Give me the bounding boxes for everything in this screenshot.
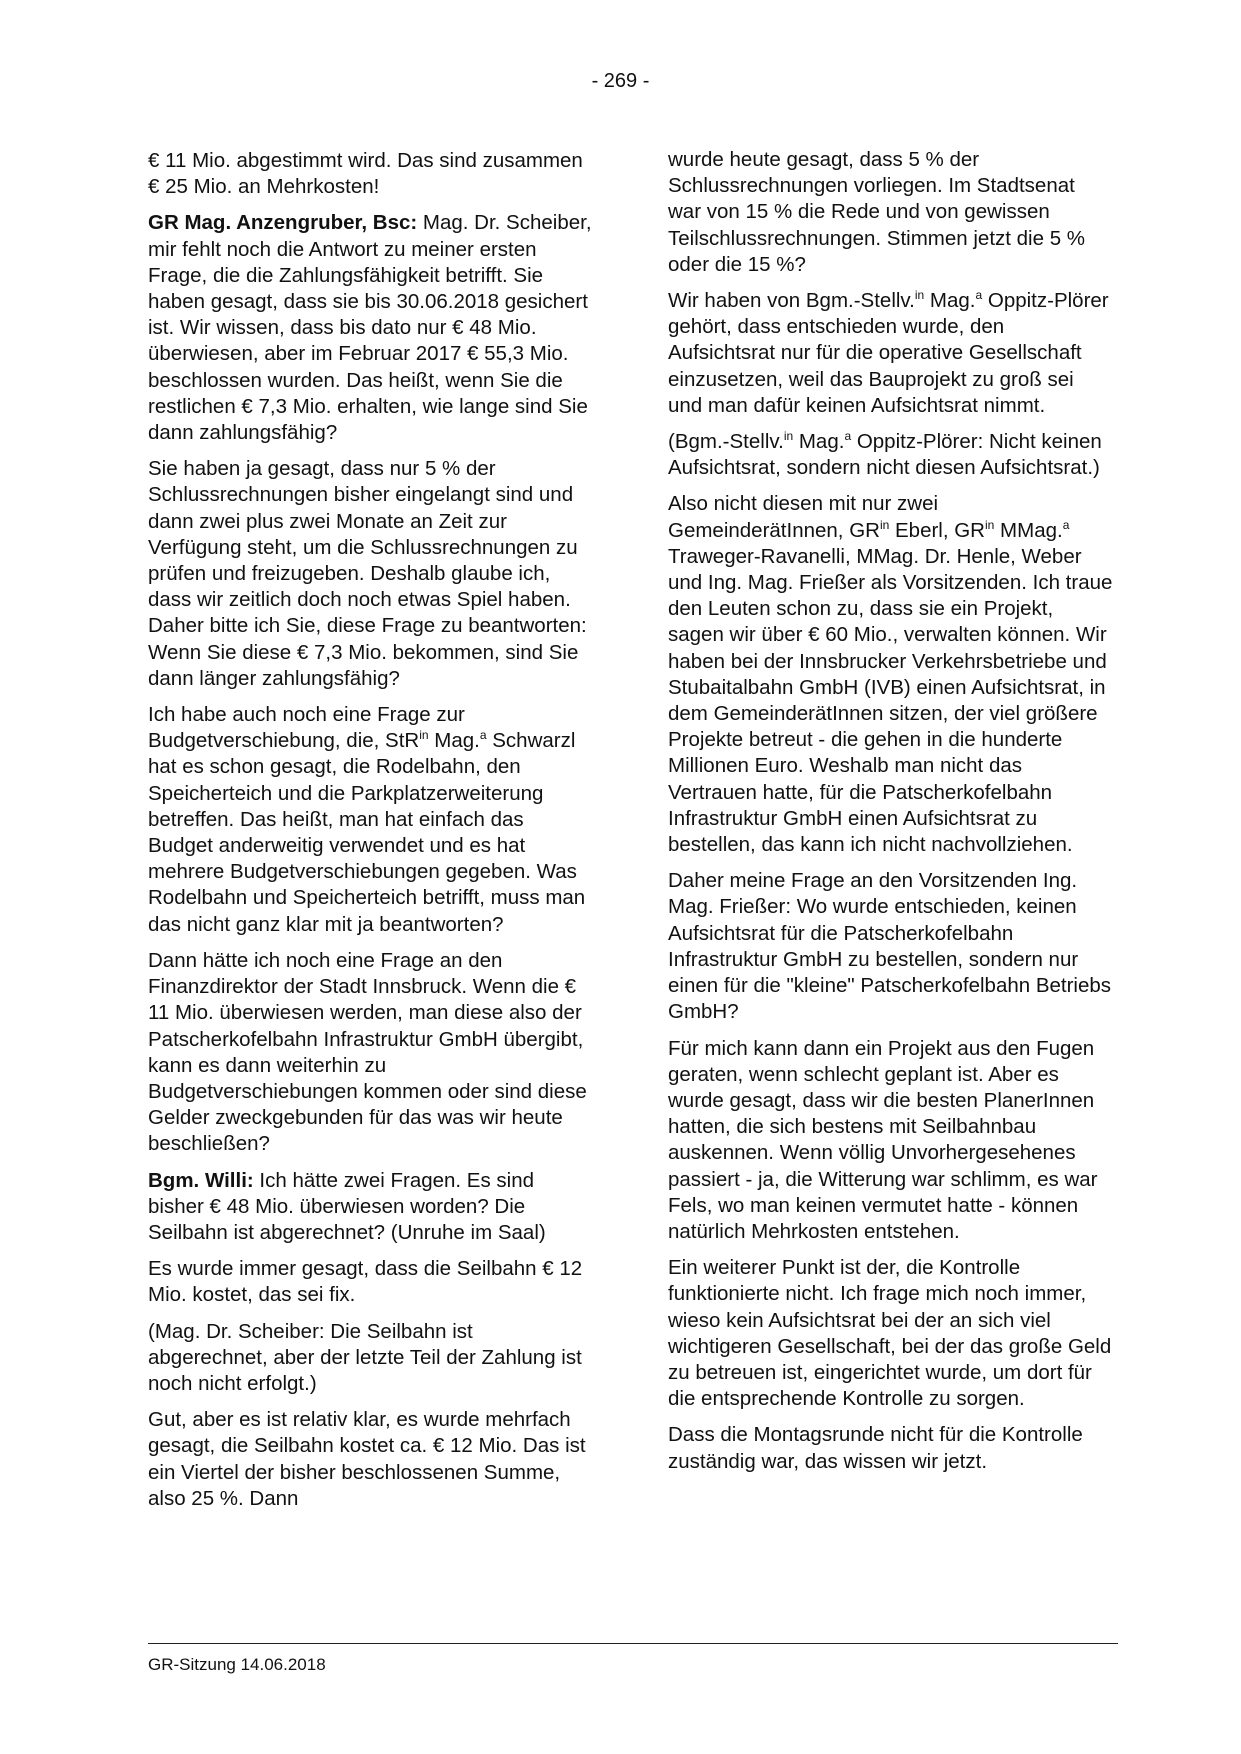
superscript: in: [985, 517, 995, 532]
paragraph: [148, 1168, 593, 1247]
paragraph: (Mag. Dr. Scheiber: Die Seilbahn ist abgerechnet, aber der letzte Teil der Zahlung ist noch nicht erfolgt.): [148, 1319, 582, 1395]
footer-label: GR-Sitzung 14.06.2018: [148, 1655, 326, 1674]
text-run: Oppitz-Plörer: Nicht keinen Aufsichtsrat, sondern nicht diesen Aufsichtsrat.): [668, 430, 1102, 480]
text-run: Schwarzl hat es schon gesagt, die Rodelbahn, den Speicherteich und die Parkplatzerweiterung betreffen. Das heißt, man hat einfach das Budget anderweitig verwendet und es hat mehrere Budgetverschiebungen gegeben. Was Rodelbahn und Speicherteich betrifft, muss man das nicht ganz klar mit ja beantworten?: [148, 729, 586, 936]
paragraph: Es wurde immer gesagt, dass die Seilbahn € 12 Mio. kostet, das sei fix.: [148, 1257, 583, 1307]
paragraph: Daher meine Frage an den Vorsitzenden Ing. Mag. Frießer: Wo wurde entschieden, keinen Aufsichtsrat für die Patscherkofelbahn Infrastruktur GmbH zu bestellen, sondern nur einen für die "kleine" Patscherkofelbahn Betriebs GmbH?: [668, 869, 1112, 1024]
superscript: a: [844, 429, 852, 444]
text-run: MMag.: [994, 518, 1063, 542]
paragraph: Für mich kann dann ein Projekt aus den Fugen geraten, wenn schlecht geplant ist. Aber es wurde gesagt, dass wir die besten PlanerInnen hatten, die sich bestens mit Seilbahnbau auskennen. Wenn völlig Unvorhergesehenes passiert - ja, die Witterung war schlimm, es war Fels, wo man keinen vermutet hatte - können natürlich Mehrkosten entstehen.: [668, 1036, 1098, 1243]
text-run: Mag.: [924, 289, 976, 313]
paragraph: [668, 429, 1113, 481]
paragraph: Dass die Montagsrunde nicht für die Kontrolle zuständig war, das wissen wir jetzt.: [668, 1423, 1083, 1473]
right-column: [668, 147, 1113, 1485]
paragraph-text: Mag. Dr. Scheiber, mir fehlt noch die Antwort zu meiner ersten Frage, die die Zahlungsfähigkeit betrifft. Sie haben gesagt, dass sie bis 30.06.2018 gesichert ist. Wir wissen, dass bis dato nur € 48 Mio. überwiesen, aber im Februar 2017 € 55,3 Mio. beschlossen wurden. Das heißt, wenn Sie die restlichen € 7,3 Mio. erhalten, wie lange sind Sie dann zahlungsfähig?: [148, 211, 592, 445]
page-number: - 269 -: [591, 70, 650, 92]
superscript: in: [879, 517, 890, 532]
paragraph: [668, 288, 1113, 419]
superscript: in: [783, 429, 794, 444]
superscript: in: [419, 728, 429, 743]
paragraph: € 11 Mio. abgestimmt wird. Das sind zusammen € 25 Mio. an Mehrkosten!: [148, 149, 583, 199]
superscript: a: [1062, 517, 1070, 532]
footer-divider: [148, 1643, 1118, 1644]
paragraph: Dann hätte ich noch eine Frage an den Finanzdirektor der Stadt Innsbruck. Wenn die € 11 Mio. überwiesen werden, man diese also der Patscherkofelbahn Infrastruktur GmbH übergibt, kann es dann weiterhin zu Budgetverschiebungen kommen oder sind diese Gelder zweckgebunden für das was wir heute beschließen?: [148, 948, 587, 1156]
left-column: [148, 148, 593, 1522]
paragraph-text: Ich hätte zwei Fragen. Es sind bisher € 48 Mio. überwiesen worden? Die Seilbahn ist abgerechnet? (Unruhe im Saal): [148, 1168, 546, 1244]
paragraph: wurde heute gesagt, dass 5 % der Schlussrechnungen vorliegen. Im Stadtsenat war von 15 % die Rede und von gewissen Teilschlussrechnungen. Stimmen jetzt die 5 % oder die 15 %?: [668, 148, 1086, 276]
paragraph: [668, 491, 1113, 858]
text-run: Oppitz-Plörer gehört, dass entschieden wurde, den Aufsichtsrat nur für die operative Gesellschaft einzusetzen, weil das Bauprojekt zu groß sei und man dafür keinen Aufsichtsrat nimmt.: [668, 289, 1109, 417]
text-run: Traweger-Ravanelli, MMag. Dr. Henle, Weber und Ing. Mag. Frießer als Vorsitzenden. Ich traue den Leuten schon zu, dass sie ein Projekt, sagen wir über € 60 Mio., verwalten können. Wir haben bei der Innsbrucker Verkehrsbetriebe und Stubaitalbahn GmbH (IVB) einen Aufsichtsrat, in dem GemeinderätInnen sitzen, der viel größere Projekte betreut - die gehen in die hunderte Millionen Euro. Weshalb man nicht das Vertrauen hatte, für die Patscherkofelbahn Infrastruktur GmbH einen Aufsichtsrat zu bestellen, das kann ich nicht nachvollziehen.: [668, 544, 1113, 857]
text-run: Ich habe auch noch eine Frage zur Budgetverschiebung, die, StR: [148, 703, 465, 753]
speaker-name: Bgm. Willi:: [148, 1168, 254, 1192]
paragraph: [148, 702, 593, 938]
text-run: Wir haben von Bgm.-Stellv.: [668, 289, 915, 313]
paragraph: Gut, aber es ist relativ klar, es wurde mehrfach gesagt, die Seilbahn kostet ca. € 12 Mio. Das ist ein Viertel der bisher beschlossenen Summe, also 25 %. Dann: [148, 1408, 586, 1510]
speaker-name: GR Mag. Anzengruber, Bsc:: [148, 211, 418, 235]
superscript: in: [914, 288, 925, 303]
text-run: Eberl, GR: [889, 518, 985, 542]
paragraph: Ein weiterer Punkt ist der, die Kontrolle funktionierte nicht. Ich frage mich noch immer, wieso kein Aufsichtsrat bei der an sich viel wichtigeren Gesellschaft, bei der das große Geld zu betreuen ist, eingerichtet wurde, um dort für die entsprechende Kontrolle zu sorgen.: [668, 1256, 1112, 1411]
paragraph: [148, 210, 593, 446]
superscript: a: [975, 288, 983, 303]
paragraph: Sie haben ja gesagt, dass nur 5 % der Schlussrechnungen bisher eingelangt sind und dann zwei plus zwei Monate an Zeit zur Verfügung steht, um die Schlussrechnungen zu prüfen und freizugeben. Deshalb glaube ich, dass wir zeitlich doch noch etwas Spiel haben. Daher bitte ich Sie, diese Frage zu beantworten: Wenn Sie diese € 7,3 Mio. bekommen, sind Sie dann länger zahlungsfähig?: [148, 457, 587, 690]
text-run: Mag.: [428, 729, 480, 753]
text-run: (Bgm.-Stellv.: [668, 430, 784, 454]
text-run: Also nicht diesen mit nur zwei GemeinderätInnen, GR: [668, 492, 939, 542]
superscript: a: [479, 728, 487, 743]
text-run: Mag.: [793, 430, 845, 454]
